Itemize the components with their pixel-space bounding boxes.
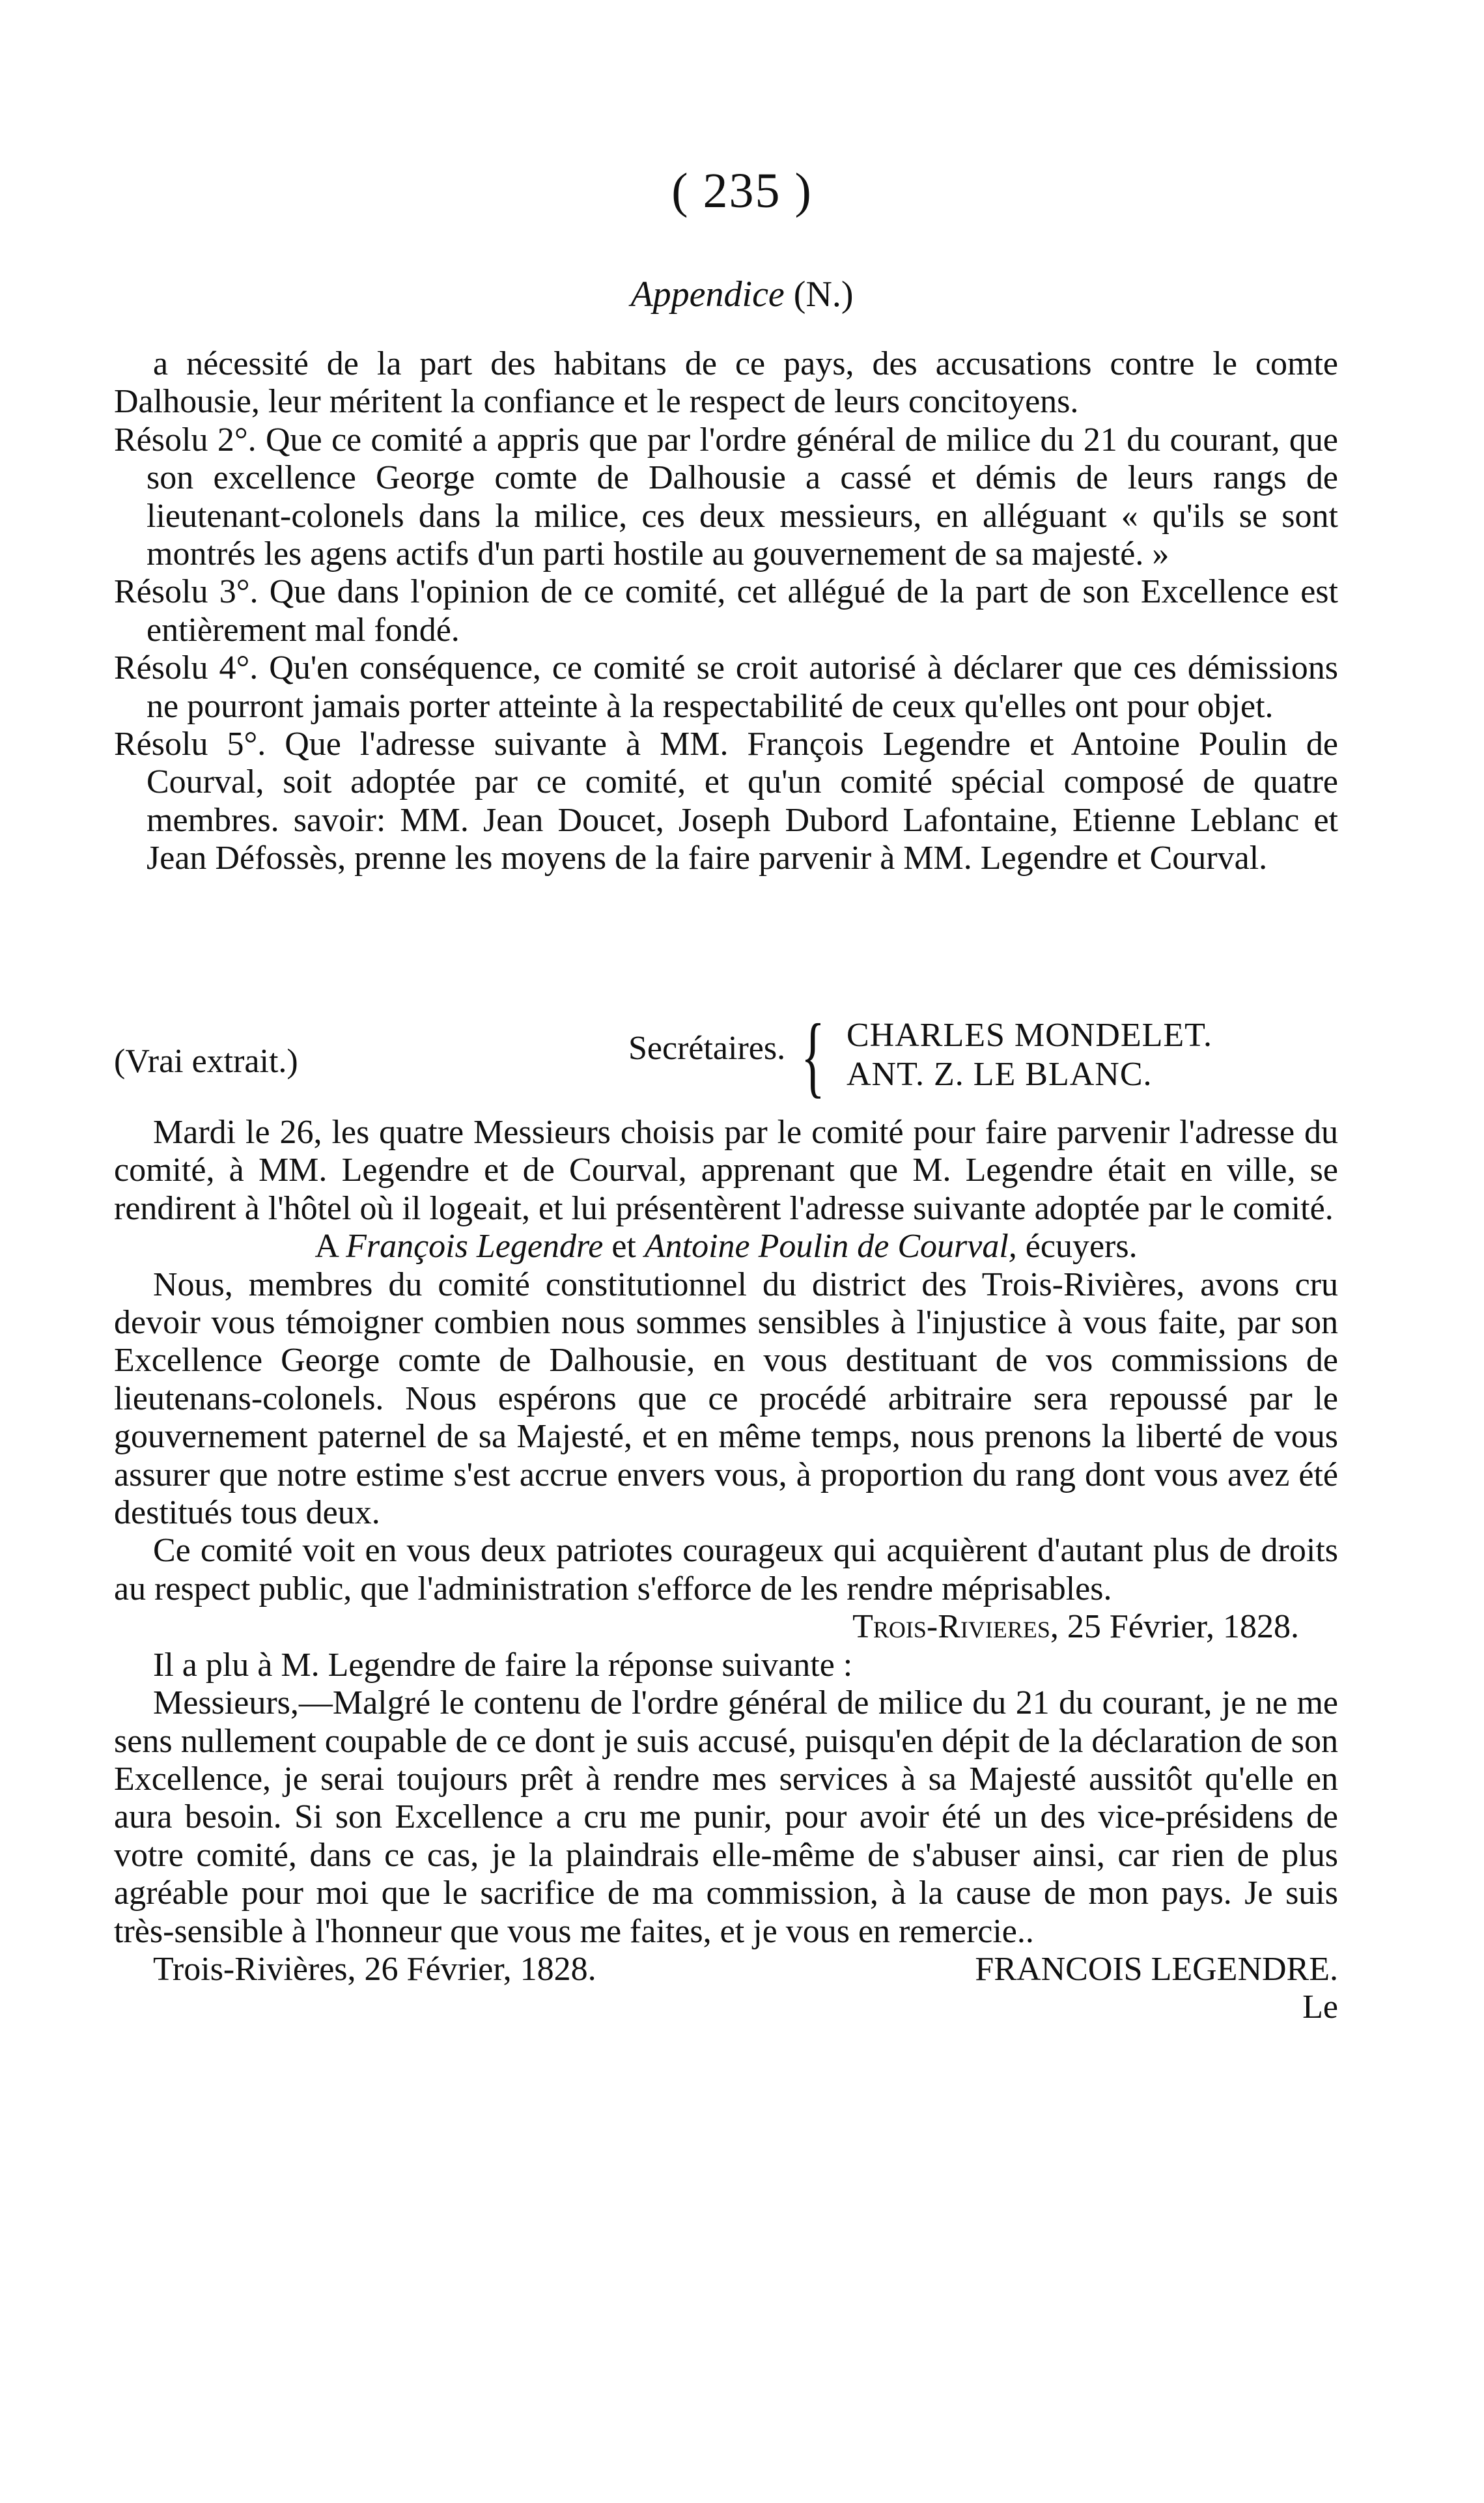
secretary-name-2: ANT. Z. LE BLANC.: [847, 1056, 1153, 1093]
closing-place-date: Trois-Rivières, 26 Février, 1828.: [153, 1950, 596, 1988]
appendix-heading: [0, 274, 1484, 315]
address-block: [114, 1114, 1338, 2027]
resolution-3: Résolu 3°. Que dans l'opinion de ce comité, cet allégué de la part de son Excellence est entièrement mal fondé.: [114, 573, 1338, 649]
brace-icon: {: [801, 1006, 825, 1107]
secretaries-names: [847, 1016, 1212, 1094]
dateline-date: 25 Février, 1828.: [1067, 1608, 1299, 1646]
address-heading: [114, 1228, 1338, 1266]
vrai-extrait: (Vrai extrait.): [114, 1043, 298, 1080]
address-name-1: François Legendre: [346, 1228, 604, 1266]
il-a-plu-paragraph: Il a plu à M. Legendre de faire la réponse suivante :: [153, 1646, 853, 1684]
closing-name: FRANCOIS LEGENDRE.: [975, 1950, 1338, 1988]
secretaires-label: Secrétaires.: [628, 1030, 786, 1067]
mardi-paragraph: Mardi le 26, les quatre Messieurs choisis par le comité pour faire parvenir l'adresse du comité, à MM. Legendre et de Courval, apprenant que M. Legendre était en ville, se rendirent à l'hôtel où il logeait, et lui présentèrent l'adresse suivante adoptée par le comité.: [114, 1114, 1338, 1227]
address-prefix: A: [315, 1228, 338, 1266]
closing-row: [114, 1951, 1338, 1988]
dateline: [114, 1608, 1338, 1646]
appendix-letter: (N.): [793, 274, 854, 315]
dateline-place: Trois-Rivieres,: [852, 1608, 1059, 1646]
page-number: ( 235 ): [671, 163, 813, 218]
appendix-label: Appendice: [630, 274, 785, 315]
nous-paragraph: Nous, membres du comité constitutionnel du district des Trois-Rivières, avons cru devoir vous témoigner combien nous sommes sensibles à l'injustice à vous faite, par son Excellence George comte de Dalhousie, en vous destituant de vos commissions de lieutenans-colonels. Nous espérons que ce procédé arbitraire sera repoussé par le gouvernement paternel de sa Majesté, et en même temps, nous prenons la liberté de vous assurer que notre estime s'est accrue envers vous, à proportion du rang dont vous avez été destitués tous deux.: [114, 1266, 1338, 1532]
resolution-2: Résolu 2°. Que ce comité a appris que par l'ordre général de milice du 21 du courant, que son excellence George comte de Dalhousie a cassé et démis de leurs rangs de lieutenant-colonels dans la milice, ces deux messieurs, en alléguant « qu'ils se sont montrés les agens actifs d'un parti hostile au gouvernement de sa majesté. »: [114, 421, 1338, 573]
address-and: et: [611, 1228, 636, 1266]
messieurs-letter: Messieurs,—Malgré le contenu de l'ordre général de milice du 21 du courant, je ne me sens nullement coupable de ce dont je suis accusé, puisqu'en dépit de la déclaration de son Excellence, je serai toujours prêt à rendre mes services à sa Majesté aussitôt qu'elle en aura besoin. Si son Excellence a cru me punir, pour avoir été un des vice-présidens de votre comité, dans ce cas, je la plaindrais elle-même de s'abuser ainsi, car rien de plus agréable pour moi que le sacrifice de ma commission, à la cause de mon pays. Je suis très-sensible à l'honneur que vous me faites, et je vous en remercie..: [114, 1684, 1338, 1950]
resolution-4: Résolu 4°. Qu'en conséquence, ce comité se croit autorisé à déclarer que ces démissions ne pourront jamais porter atteinte à la respectabilité de ceux qu'elles ont pour objet.: [114, 649, 1338, 725]
continuation-paragraph: a nécessité de la part des habitans de ce pays, des accusations contre le comte Dalhousie, leur méritent la confiance et le respect de leurs concitoyens.: [114, 345, 1338, 421]
resolutions-block: [114, 345, 1338, 878]
address-name-2: Antoine Poulin de Courval,: [644, 1228, 1017, 1266]
secretary-name-1: CHARLES MONDELET.: [847, 1017, 1213, 1054]
resolution-5: Résolu 5°. Que l'adresse suivante à MM. François Legendre et Antoine Poulin de Courval, soit adoptée par ce comité, et qu'un comité spécial composé de quatre membres. savoir: MM. Jean Doucet, Joseph Dubord Lafontaine, Etienne Leblanc et Jean Défossès, prenne les moyens de la faire parvenir à MM. Legendre et Courval.: [114, 726, 1338, 877]
ce-comite-paragraph: Ce comité voit en vous deux patriotes courageux qui acquièrent d'autant plus de droits au respect public, que l'administration s'efforce de les rendre méprisables.: [114, 1532, 1338, 1607]
catchword: Le: [1302, 1988, 1338, 2026]
address-suffix: écuyers.: [1025, 1228, 1138, 1266]
